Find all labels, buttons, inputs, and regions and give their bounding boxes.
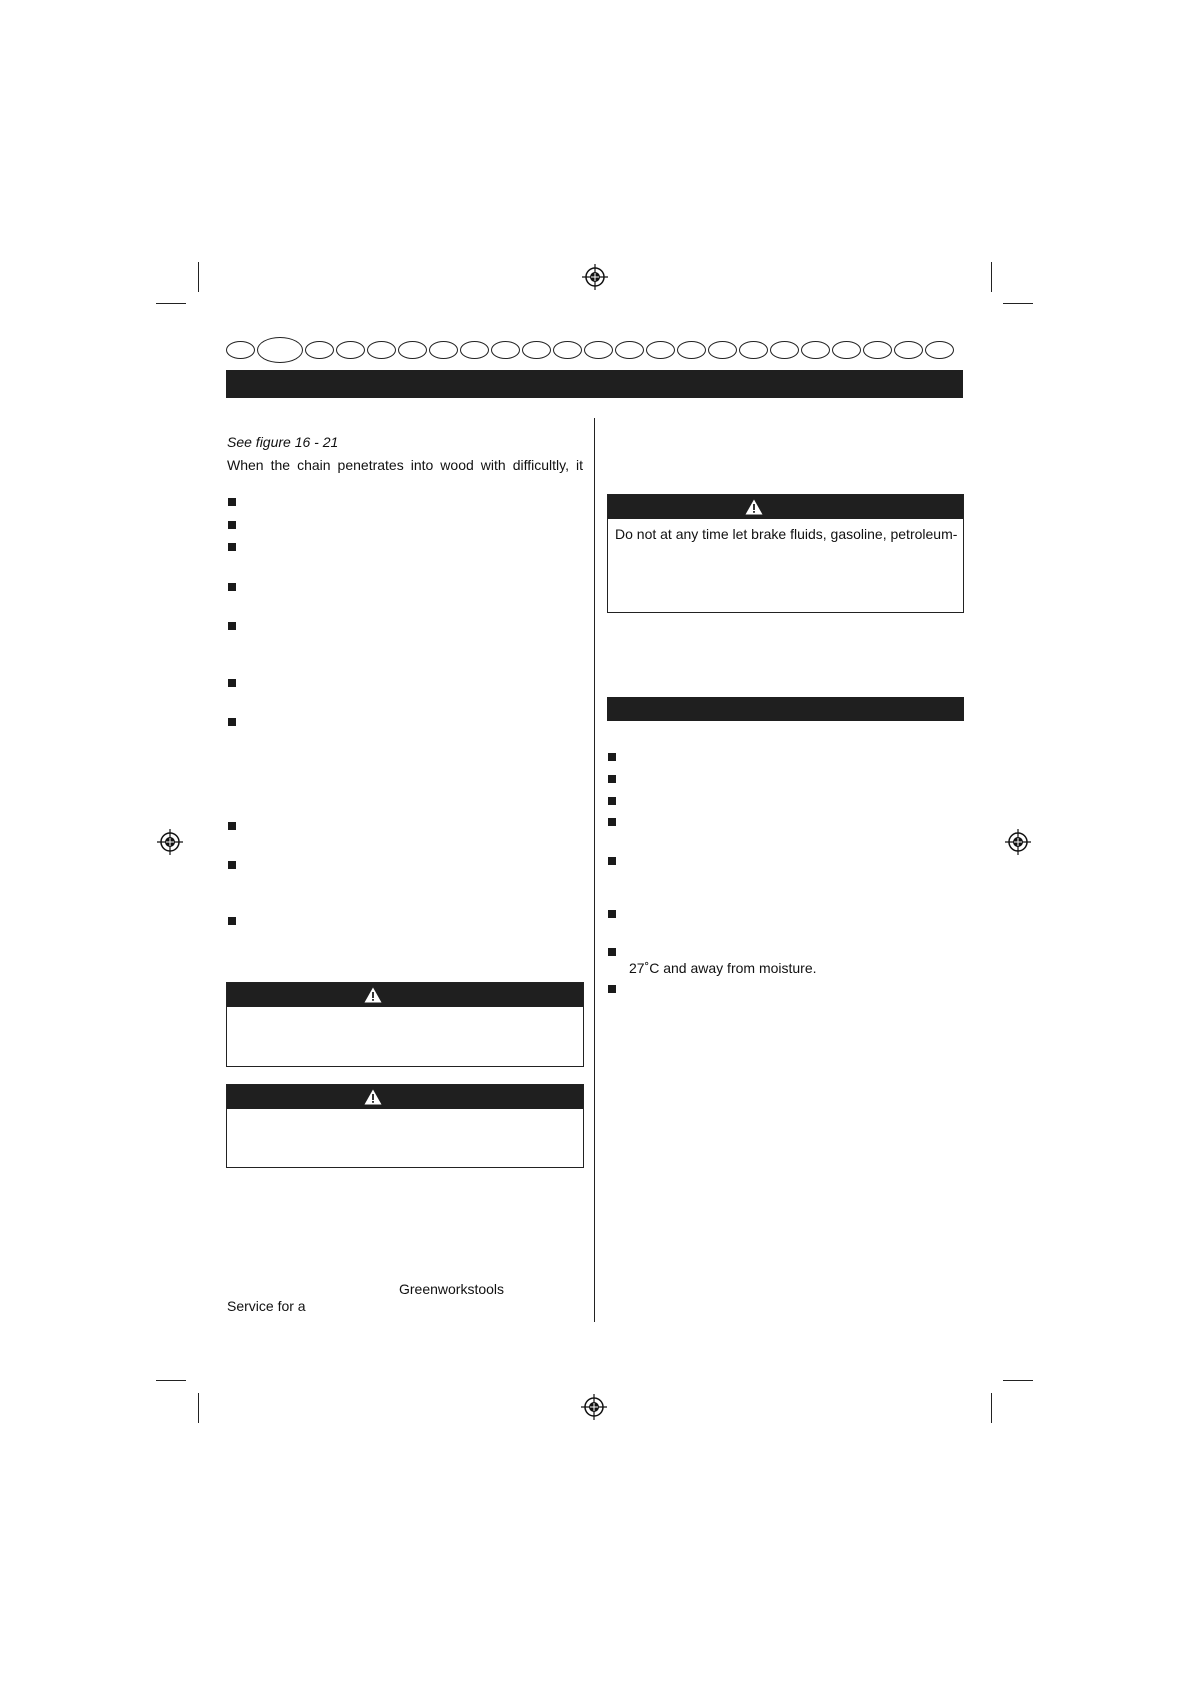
language-tab[interactable]: [894, 341, 923, 359]
list-bullet: [608, 948, 616, 956]
language-tab-row: [226, 339, 966, 363]
crop-mark: [991, 262, 992, 292]
list-bullet: [228, 718, 236, 726]
crop-mark: [991, 1393, 992, 1423]
language-tab[interactable]: [429, 341, 458, 359]
warning-triangle-icon: [364, 987, 382, 1003]
list-bullet: [608, 818, 616, 826]
language-tab[interactable]: [925, 341, 954, 359]
language-tab[interactable]: [491, 341, 520, 359]
intro-paragraph: When the chain penetrates into wood with difficultly, it: [227, 457, 583, 473]
language-tab[interactable]: [460, 341, 489, 359]
warning-triangle-icon: [745, 499, 763, 515]
language-tab[interactable]: [832, 341, 861, 359]
list-bullet: [228, 622, 236, 630]
list-bullet: [608, 797, 616, 805]
language-tab[interactable]: [615, 341, 644, 359]
crop-mark: [156, 1380, 186, 1381]
crop-mark: [198, 1393, 199, 1423]
language-tab[interactable]: [398, 341, 427, 359]
language-tab[interactable]: [708, 341, 737, 359]
warning-header: [227, 1085, 583, 1109]
language-tab[interactable]: [739, 341, 768, 359]
language-tab[interactable]: [801, 341, 830, 359]
language-tab[interactable]: [522, 341, 551, 359]
language-tab[interactable]: [367, 341, 396, 359]
list-bullet: [228, 679, 236, 687]
warning-box: [226, 1084, 584, 1168]
section-header-band: [607, 697, 964, 721]
language-tab[interactable]: [770, 341, 799, 359]
list-bullet: [608, 985, 616, 993]
figure-reference: See figure 16 - 21: [227, 434, 339, 450]
registration-mark-icon: [1005, 829, 1031, 855]
crop-mark: [1003, 303, 1033, 304]
language-tab[interactable]: [226, 341, 255, 359]
list-bullet: [608, 910, 616, 918]
crop-mark: [156, 303, 186, 304]
warning-text: Do not at any time let brake fluids, gasoline, petroleum-: [615, 526, 958, 542]
language-tab-active[interactable]: [257, 337, 303, 363]
language-tab[interactable]: [863, 341, 892, 359]
column-divider: [594, 418, 595, 1322]
list-bullet: [228, 861, 236, 869]
section-header-band: [226, 370, 963, 398]
list-bullet: [228, 822, 236, 830]
language-tab[interactable]: [336, 341, 365, 359]
warning-box: [607, 494, 964, 613]
language-tab[interactable]: [646, 341, 675, 359]
language-tab[interactable]: [677, 341, 706, 359]
language-tab[interactable]: [584, 341, 613, 359]
warning-header: [227, 983, 583, 1007]
language-tab[interactable]: [305, 341, 334, 359]
list-bullet: [608, 753, 616, 761]
registration-mark-icon: [157, 829, 183, 855]
warning-triangle-icon: [364, 1089, 382, 1105]
list-bullet: [228, 498, 236, 506]
storage-temperature-text: 27˚C and away from moisture.: [629, 960, 817, 976]
warning-box: [226, 982, 584, 1067]
registration-mark-icon: [581, 1394, 607, 1420]
crop-mark: [198, 262, 199, 292]
list-bullet: [608, 857, 616, 865]
list-bullet: [228, 583, 236, 591]
list-bullet: [608, 775, 616, 783]
list-bullet: [228, 543, 236, 551]
list-bullet: [228, 521, 236, 529]
warning-header: [608, 495, 963, 519]
registration-mark-icon: [582, 264, 608, 290]
language-tab[interactable]: [553, 341, 582, 359]
list-bullet: [228, 917, 236, 925]
brand-name: Greenworkstools: [399, 1281, 505, 1297]
service-text: Service for a: [227, 1298, 306, 1314]
crop-mark: [1003, 1380, 1033, 1381]
